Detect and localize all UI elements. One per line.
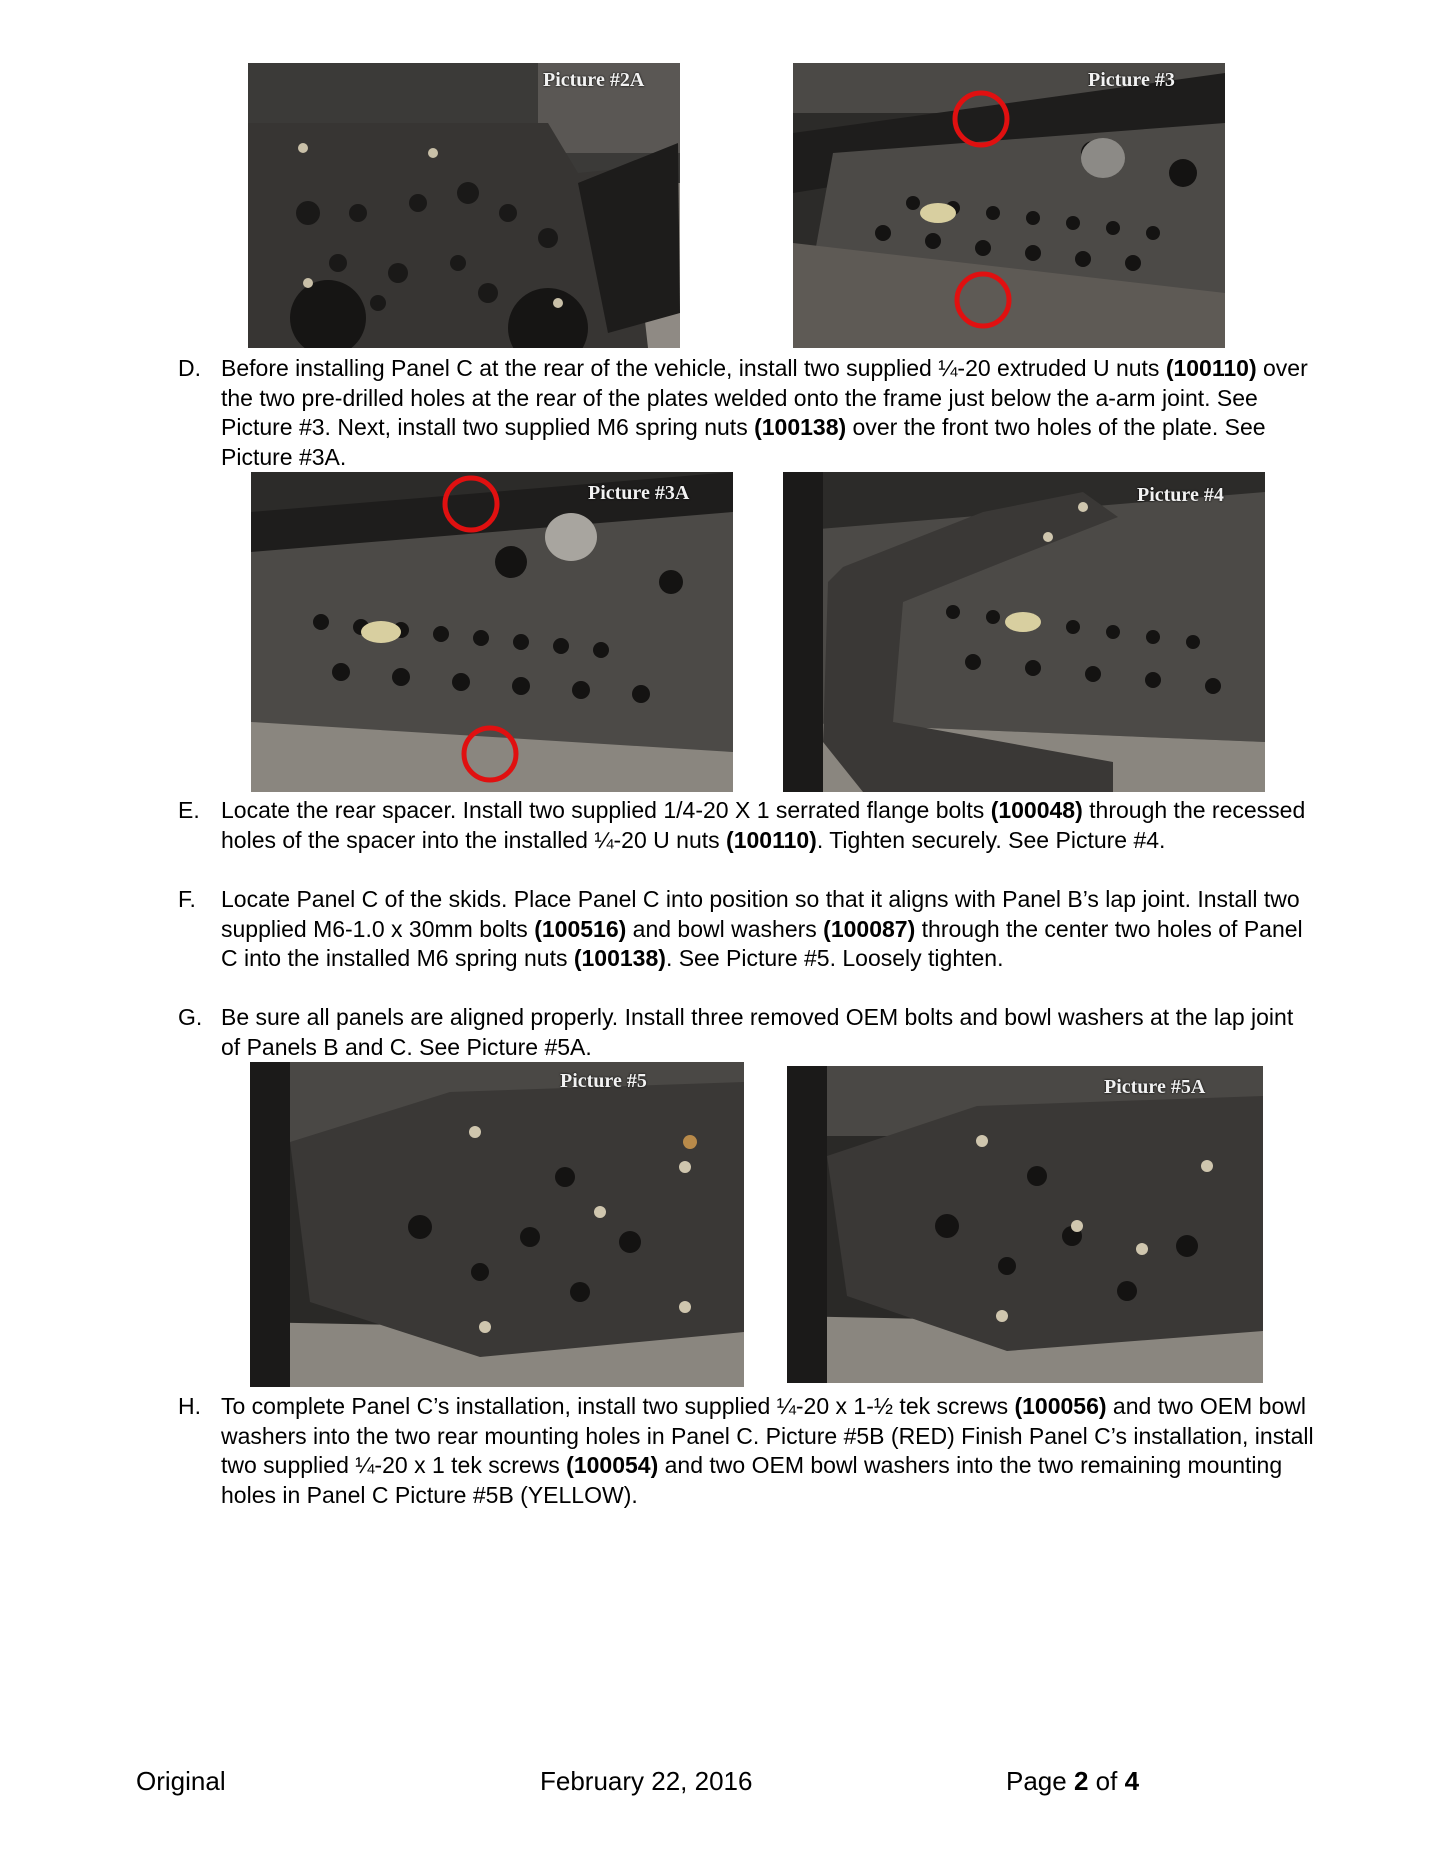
part-number: (100048)	[990, 797, 1083, 823]
step-letter: D.	[178, 355, 201, 381]
part-number: (100138)	[754, 414, 847, 440]
picture-label: Picture #5A	[1104, 1076, 1206, 1098]
picture-label: Picture #5	[560, 1070, 647, 1092]
picture-label: Picture #2A	[543, 69, 645, 91]
picture-label: Picture #3	[1088, 69, 1175, 91]
part-number: (100110)	[1165, 355, 1257, 381]
photo-picture-5	[250, 1062, 744, 1387]
photo-picture-5a	[787, 1066, 1263, 1383]
step-e	[178, 796, 1318, 855]
step-text: To complete Panel C’s installation, install two supplied ¼-20 x 1-½ tek screws (100056) and two OEM bowl washers into the two rear mounting holes in Panel C. Picture #5B (RED) Finish Panel C’s installation, install two supplied ¼-20 x 1 tek screws (100054) and two OEM bowl washers into the two remaining mounting holes in Panel C Picture #5B (YELLOW).	[221, 1393, 1314, 1508]
step-text: Before installing Panel C at the rear of the vehicle, install two supplied ¼-20 extruded U nuts (100110) over the two pre-drilled holes at the rear of the plates welded onto the frame just below the a-arm joint. See Picture #3. Next, install two supplied M6 spring nuts (100138) over the front two holes of the plate. See Picture #3A.	[221, 355, 1308, 470]
step-letter: H.	[178, 1393, 201, 1419]
picture-label: Picture #4	[1137, 484, 1224, 506]
footer-page-number: Page 2 of 4	[1006, 1766, 1140, 1796]
step-text: Locate the rear spacer. Install two supplied 1/4-20 X 1 serrated flange bolts (100048) through the recessed holes of the spacer into the installed ¼-20 U nuts (100110). Tighten securely. See Picture #4.	[221, 797, 1306, 853]
part-number: (100054)	[566, 1452, 659, 1478]
picture-label: Picture #3A	[588, 482, 690, 504]
photo-picture-3a	[251, 472, 733, 792]
part-number: (100087)	[823, 915, 916, 942]
part-number: (100516)	[534, 915, 627, 942]
step-letter: E.	[178, 797, 200, 823]
part-number: (100056)	[1014, 1393, 1107, 1419]
part-number: (100110)	[726, 826, 817, 853]
step-g	[178, 1003, 1318, 1062]
photo-picture-2a	[248, 63, 680, 348]
photo-picture-4	[783, 472, 1265, 792]
photo-picture-3	[793, 63, 1225, 348]
step-f	[178, 885, 1318, 974]
step-letter: G.	[178, 1004, 203, 1030]
step-d	[178, 354, 1318, 472]
step-h	[178, 1392, 1318, 1510]
footer-date: February 22, 2016	[540, 1766, 753, 1796]
step-letter: F.	[178, 886, 196, 912]
footer-revision: Original	[136, 1766, 226, 1796]
step-text: Locate Panel C of the skids. Place Panel C into position so that it aligns with Panel B’s lap joint. Install two supplied M6-1.0 x 30mm bolts (100516) and bowl washers (100087) through the center two holes of Panel C into the installed M6 spring nuts (100138). See Picture #5. Loosely tighten.	[221, 886, 1303, 971]
part-number: (100138)	[573, 945, 666, 971]
step-text: Be sure all panels are aligned properly. Install three removed OEM bolts and bowl washers at the lap joint of Panels B and C. See Picture #5A.	[221, 1004, 1294, 1060]
